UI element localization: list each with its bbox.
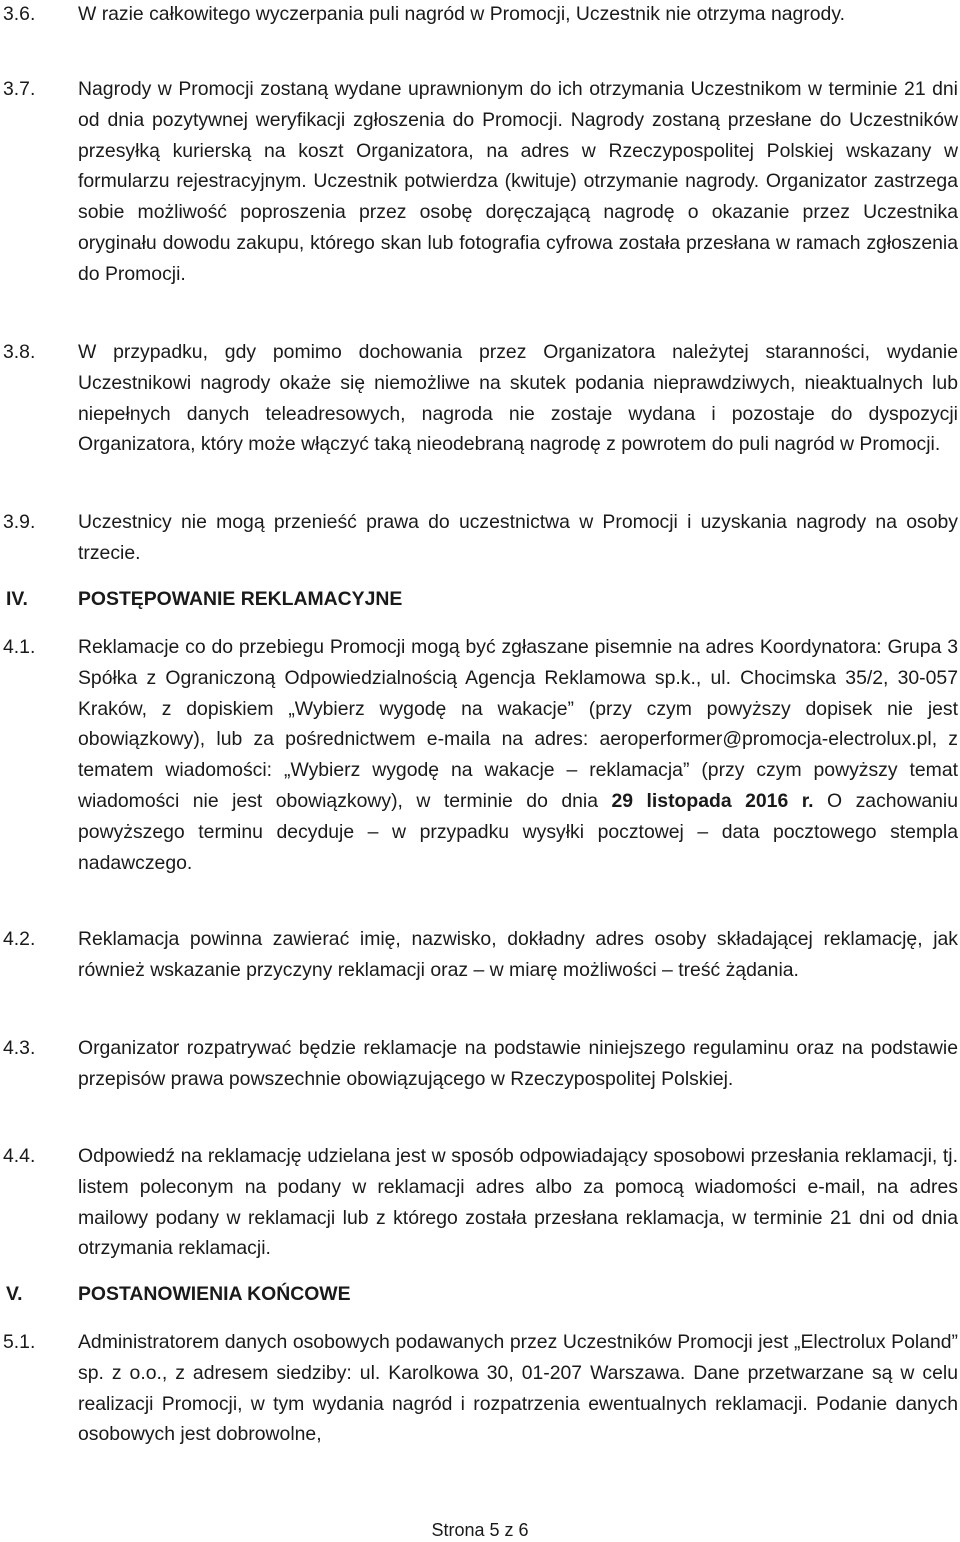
clause-4-4 (0, 1141, 958, 1264)
section-title: POSTĘPOWANIE REKLAMACYJNE (78, 588, 403, 610)
clause-text-part: O zachowaniu powyższego terminu decyduje – w przypadku wysyłki pocztowej – data pocztowego stempla nadawczego. (78, 789, 958, 874)
clause-3-9 (0, 507, 958, 569)
clause-4-1 (0, 632, 958, 878)
clause-text: Reklamacja powinna zawierać imię, nazwisko, dokładny adres osoby składającej reklamację, jak również wskazanie przyczyny reklamacji oraz – w miarę możliwości – treść żądania. (78, 928, 958, 981)
clause-number: 3.6. (3, 3, 36, 25)
clause-number: 4.2. (3, 928, 36, 950)
deadline-date: 29 listopada 2016 r. (611, 789, 814, 812)
clause-number: 5.1. (3, 1331, 36, 1353)
page-footer: Strona 5 z 6 (431, 1520, 529, 1540)
clause-number: 4.3. (3, 1037, 36, 1059)
clause-number: 4.1. (3, 636, 36, 658)
section-heading-iv (0, 584, 958, 615)
clause-number: 4.4. (3, 1145, 36, 1167)
clause-text: Administratorem danych osobowych podawanych przez Uczestników Promocji jest „Electrolux Poland” sp. z o.o., z adresem siedziby: ul. Karolkowa 30, 01-207 Warszawa. Dane przetwarzane są w celu realizacji Promocji, w tym wydania nagród i rozpatrzenia ewentualnych reklamacji. Podanie danych osobowych jest dobrowolne, (78, 1331, 958, 1446)
section-title: POSTANOWIENIA KOŃCOWE (78, 1283, 351, 1305)
clause-text: Uczestnicy nie mogą przenieść prawa do uczestnictwa w Promocji i uzyskania nagrody na osoby trzecie. (78, 511, 958, 564)
clause-3-6 (0, 0, 958, 30)
section-number: IV. (6, 588, 28, 610)
clause-text: Nagrody w Promocji zostaną wydane uprawnionym do ich otrzymania Uczestnikom w terminie 21 dni od dnia pozytywnej weryfikacji zgłoszenia do Promocji. Nagrody zostaną przesłane do Uczestników przesyłką kurierską na koszt Organizatora, na adres w Rzeczypospolitej Polskiej wskazany w formularzu rejestracyjnym. Uczestnik potwierdza (kwituje) otrzymanie nagrody. Organizator zastrzega sobie możliwość poproszenia przez osobę doręczającą nagrodę o okazanie przez Uczestnika oryginału dowodu zakupu, którego skan lub fotografia cyfrowa została przesłana w ramach zgłoszenia do Promocji. (78, 78, 958, 285)
clause-text: Odpowiedź na reklamację udzielana jest w sposób odpowiadający sposobowi przesłania reklamacji, tj. listem poleconym na podany w reklamacji adres albo za pomocą wiadomości e-mail, na adres mailowy podany w reklamacji lub z którego została przesłana reklamacja, w terminie 21 dni od dnia otrzymania reklamacji. (78, 1145, 958, 1260)
clause-3-8 (0, 337, 958, 460)
clause-4-3 (0, 1033, 958, 1095)
clause-4-2 (0, 924, 958, 986)
clause-number: 3.7. (3, 78, 36, 100)
clause-3-7 (0, 74, 958, 290)
clause-text (78, 632, 958, 878)
clause-text: Organizator rozpatrywać będzie reklamacje na podstawie niniejszego regulaminu oraz na podstawie przepisów prawa powszechnie obowiązującego w Rzeczypospolitej Polskiej. (78, 1037, 958, 1090)
clause-text-part: Reklamacje co do przebiegu Promocji mogą być zgłaszane pisemnie na adres Koordynatora: Grupa 3 Spółka z Ograniczoną Odpowiedzialnością Agencja Reklamowa sp.k., ul. Chocimska 35/2, 30-057 Kraków, z dopiskiem „Wybierz wygodę na wakacje” (przy czym powyższy dopisek nie jest obowiązkowy), lub za pośrednictwem e-maila na adres: aeroperformer@promocja-electrolux.pl, z tematem wiadomości: „Wybierz wygodę na wakacje – reklamacja” (przy czym powyższy temat wiadomości nie jest obowiązkowy), w terminie do dnia (78, 636, 958, 812)
clause-text: W razie całkowitego wyczerpania puli nagród w Promocji, Uczestnik nie otrzyma nagrody. (78, 3, 845, 25)
clause-number: 3.8. (3, 341, 36, 363)
clause-number: 3.9. (3, 511, 36, 533)
clause-text: W przypadku, gdy pomimo dochowania przez Organizatora należytej staranności, wydanie Uczestnikowi nagrody okaże się niemożliwe na skutek podania nieprawdziwych, nieaktualnych lub niepełnych danych teleadresowych, nagroda nie zostaje wydana i pozostaje do dyspozycji Organizatora, który może włączyć taką nieodebraną nagrodę z powrotem do puli nagród w Promocji. (78, 341, 958, 456)
section-heading-v (0, 1279, 958, 1310)
section-number: V. (6, 1283, 23, 1305)
clause-5-1 (0, 1327, 958, 1450)
